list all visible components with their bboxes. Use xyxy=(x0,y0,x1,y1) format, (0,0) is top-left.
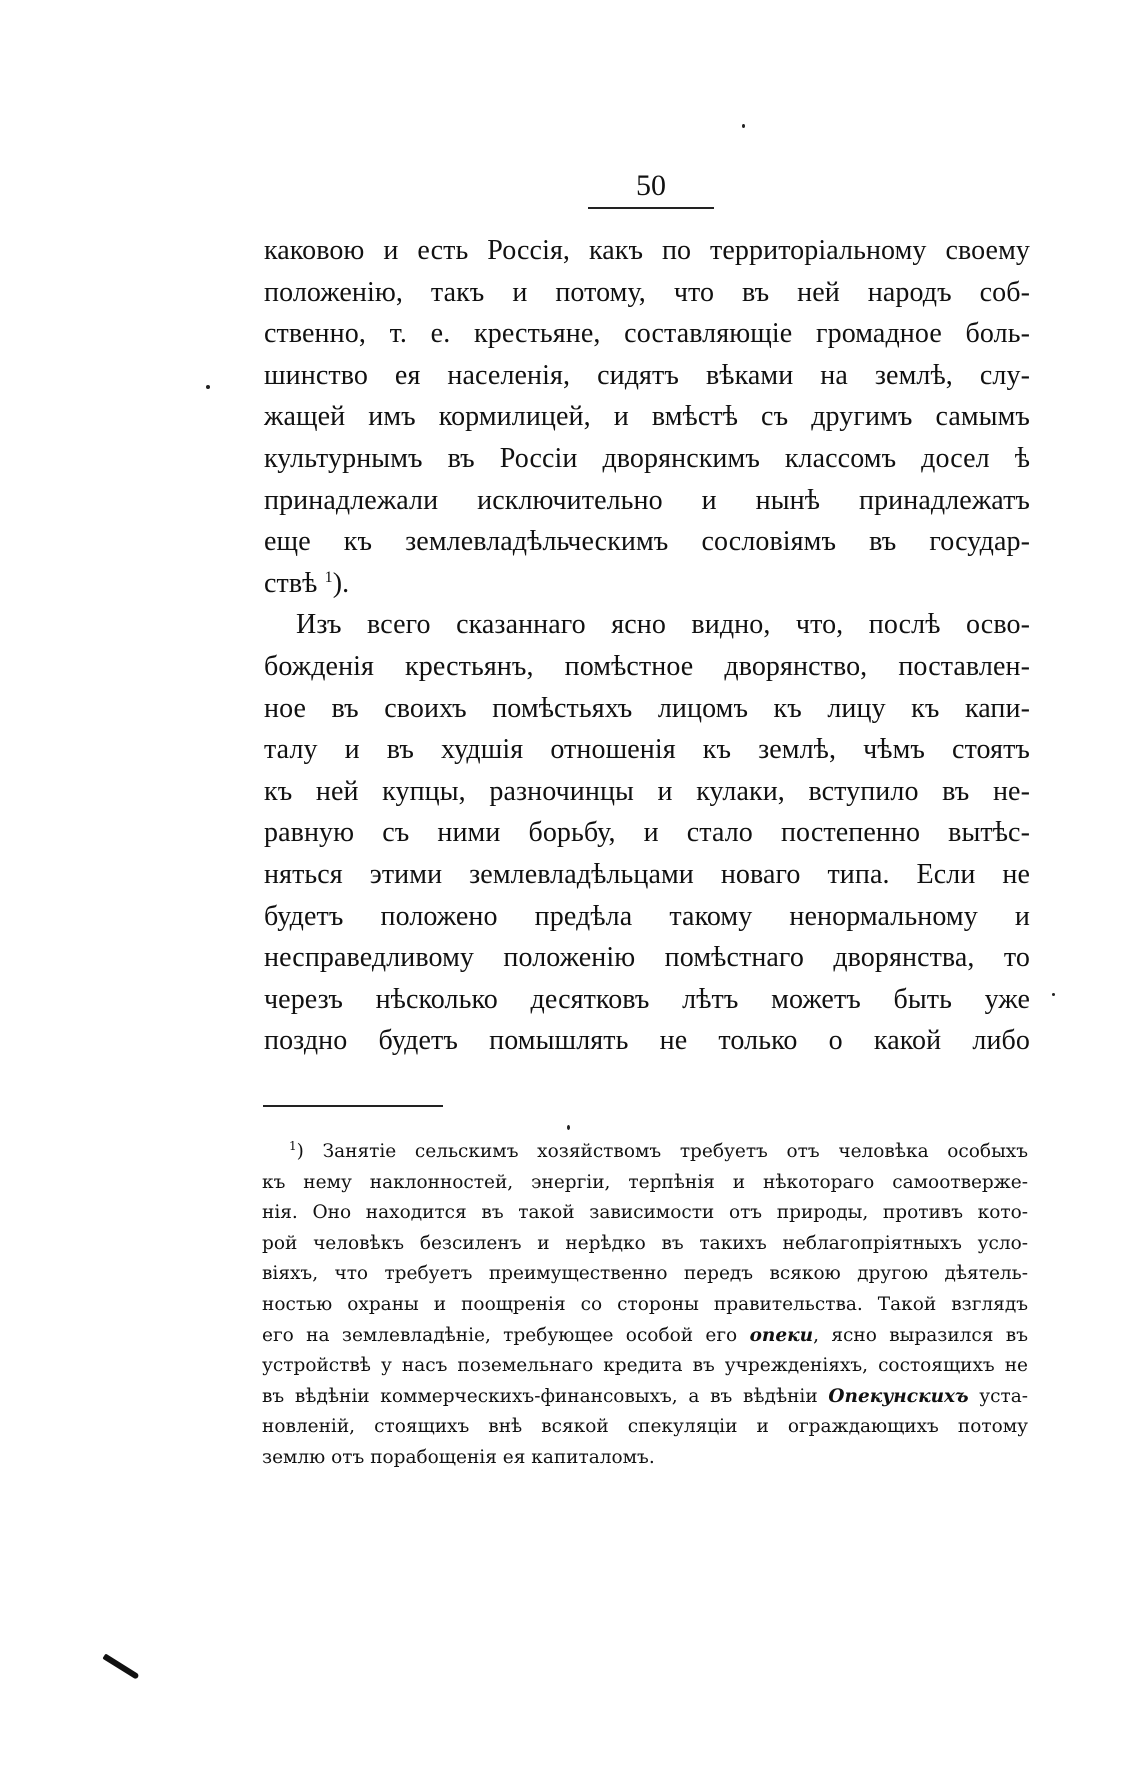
footnote-line xyxy=(262,1382,1028,1413)
text-line: божденія крестьянъ, помѣстное дворянство, поставлен- xyxy=(264,650,1030,682)
footnote-line: къ нему наклонностей, энергіи, терпѣнія и нѣкотораго самоотверже- xyxy=(262,1171,1028,1193)
footnote-line xyxy=(262,1321,1028,1352)
text-line: каковою и есть Россія, какъ по территоріальному своему xyxy=(264,235,1030,266)
footnote-marker: 1 xyxy=(289,1139,297,1153)
footnote-line xyxy=(262,1137,1028,1168)
text-fragment: Занятіе сельскимъ хозяйствомъ требуетъ отъ человѣка особыхъ xyxy=(322,1141,1028,1162)
footnote-line: ностью охраны и поощренія со стороны правительства. Такой взглядъ xyxy=(262,1293,1028,1315)
text-line: талу и въ худшія отношенія къ землѣ, чѣмъ стоятъ xyxy=(264,734,1030,766)
scan-speck xyxy=(1052,993,1055,996)
text-line: будетъ положено предѣла такому ненормальному и xyxy=(264,900,1030,932)
scan-speck xyxy=(206,385,210,389)
text-line: шинство ея населенія, сидятъ вѣками на землѣ, слу- xyxy=(264,359,1030,391)
main-text xyxy=(264,230,1030,1062)
footnote-marker-paren: ) xyxy=(296,1141,304,1162)
footnote-separator xyxy=(263,1105,443,1107)
footnote-line: рой человѣкъ безсиленъ и нерѣдко въ такихъ неблагопріятныхъ усло- xyxy=(262,1232,1028,1254)
footnote-reference[interactable]: 1 xyxy=(324,568,333,586)
page-number-rule xyxy=(588,207,714,209)
footnote xyxy=(262,1137,1028,1474)
text-fragment: ). xyxy=(332,567,350,599)
text-line: къ ней купцы, разночинцы и кулаки, вступило въ не- xyxy=(264,775,1030,807)
text-line: няться этими землевладѣльцами новаго типа. Если не xyxy=(264,858,1030,890)
text-fragment: въ вѣдѣніи коммерческихъ-финансовыхъ, а въ вѣдѣніи xyxy=(262,1385,818,1407)
text-line: черезъ нѣсколько десятковъ лѣтъ можетъ быть уже xyxy=(264,983,1030,1015)
text-line: равную съ ними борьбу, и стало постепенно вытѣс- xyxy=(264,817,1030,849)
text-line: несправедливому положенію помѣстнаго дворянства, то xyxy=(264,942,1030,974)
text-line: поздно будетъ помышлять не только о какой либо xyxy=(264,1025,1030,1057)
scan-speck xyxy=(567,1125,570,1130)
emphasis-text: Опекунскихъ xyxy=(828,1385,969,1407)
footnote-line: нія. Оно находится въ такой зависимости отъ природы, противъ кото- xyxy=(262,1202,1028,1224)
text-line: жащей имъ кормилицей, и вмѣстѣ съ другимъ самымъ xyxy=(264,401,1030,433)
paragraph-start-line: Изъ всего сказаннаго ясно видно, что, послѣ осво- xyxy=(296,609,1030,641)
text-line: положенію, такъ и потому, что въ ней народъ соб- xyxy=(264,276,1030,308)
text-line xyxy=(264,563,1030,605)
text-fragment: ствѣ xyxy=(264,567,318,599)
footnote-line: землю отъ порабощенія ея капиталомъ. xyxy=(262,1446,655,1468)
scan-speck xyxy=(742,124,745,128)
text-line: еще къ землевладѣльческимъ сословіямъ въ государ- xyxy=(264,526,1030,558)
text-fragment: его на землевладѣніе, требующее особой его xyxy=(262,1324,738,1346)
text-line: ное въ своихъ помѣстьяхъ лицомъ къ лицу къ капи- xyxy=(264,692,1030,724)
page-number: 50 xyxy=(636,169,666,202)
text-fragment: , ясно выразился въ xyxy=(813,1324,1028,1346)
text-line: культурнымъ въ Россіи дворянскимъ классомъ досел ѣ xyxy=(264,442,1030,474)
emphasis-text: опеки xyxy=(749,1324,814,1346)
footnote-line: устройствѣ у насъ поземельнаго кредита въ учрежденіяхъ, состоящихъ не xyxy=(262,1355,1028,1377)
scan-stroke-mark xyxy=(102,1653,139,1679)
footnote-line: віяхъ, что требуетъ преимущественно передъ всякою другою дѣятель- xyxy=(262,1263,1028,1285)
text-fragment: уста- xyxy=(979,1385,1028,1407)
text-line: принадлежали исключительно и нынѣ принадлежатъ xyxy=(264,484,1030,516)
footnote-line: новленій, стоящихъ внѣ всякой спекуляціи и ограждающихъ потому xyxy=(262,1416,1028,1438)
text-line: ственно, т. е. крестьяне, составляющіе громадное боль- xyxy=(264,318,1030,350)
